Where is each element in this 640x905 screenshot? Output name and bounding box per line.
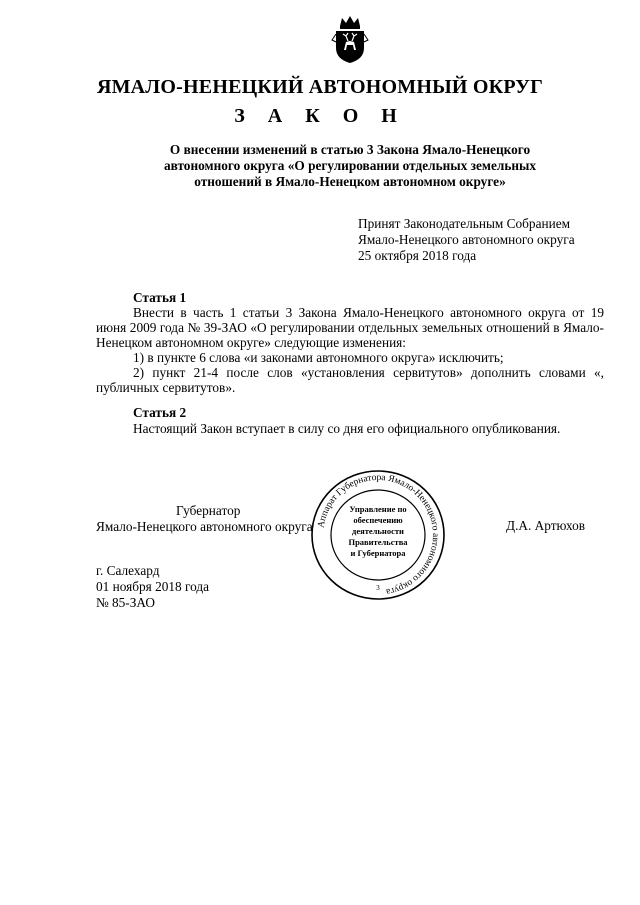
stamp-center-text xyxy=(331,504,425,559)
stamp-line: обеспечению xyxy=(353,515,403,525)
stamp-ring-text: Аппарат Губернатора Ямало-Ненецкого автономного округа xyxy=(316,472,441,597)
document-type: З А К О Н xyxy=(234,105,406,127)
adoption-date: 25 октября 2018 года xyxy=(358,248,477,263)
article-1-heading: Статья 1 xyxy=(133,290,187,305)
law-number: № 85-ЗАО xyxy=(96,595,155,610)
law-title-line: отношений в Ямало-Ненецком автономном округе» xyxy=(194,174,506,189)
coat-of-arms-emblem xyxy=(330,14,370,64)
signing-date: 01 ноября 2018 года xyxy=(96,579,210,594)
place-of-signing: г. Салехард xyxy=(96,563,160,578)
stamp-number: 3 xyxy=(376,584,380,592)
stamp-line: Правительства xyxy=(348,537,408,547)
official-stamp xyxy=(309,468,447,602)
adoption-line: Ямало-Ненецкого автономного округа xyxy=(358,232,575,247)
article-1-item-1: 1) в пункте 6 слова «и законами автономного округа» исключить; xyxy=(133,350,504,365)
article-2-text: Настоящий Закон вступает в силу со дня его официального опубликования. xyxy=(133,421,561,436)
adoption-line: Принят Законодательным Собранием xyxy=(358,216,571,231)
document-footer xyxy=(96,563,209,611)
governor-title: Губернатор xyxy=(176,503,241,518)
stamp-line: и Губернатора xyxy=(350,548,406,558)
yamal-nenets-coat-of-arms-icon xyxy=(330,14,370,64)
governor-region: Ямало-Ненецкого автономного округа xyxy=(96,519,313,534)
stamp-line: деятельности xyxy=(352,526,404,536)
region-title: ЯМАЛО-НЕНЕЦКИЙ АВТОНОМНЫЙ ОКРУГ xyxy=(96,76,544,98)
law-title xyxy=(120,142,580,190)
governor-name: Д.А. Артюхов xyxy=(506,518,586,533)
article-1-item-2: 2) пункт 21-4 после слов «установления сервитутов» дополнить словами «, публичных сервитутов». xyxy=(96,365,604,395)
law-title-line: О внесении изменений в статью 3 Закона Ямало-Ненецкого xyxy=(169,142,531,157)
law-title-line: автономного округа «О регулировании отдельных земельных xyxy=(163,158,537,173)
article-1-intro: Внести в часть 1 статьи 3 Закона Ямало-Ненецкого автономного округа от 19 июня 2009 года № 39-ЗАО «О регулировании отдельных земельных отношений в Ямало-Ненецком автономном округе» следующие изменения: xyxy=(96,305,604,350)
stamp-line: Управление по xyxy=(349,504,407,514)
adoption-note xyxy=(358,216,575,264)
article-2-heading: Статья 2 xyxy=(133,405,187,420)
